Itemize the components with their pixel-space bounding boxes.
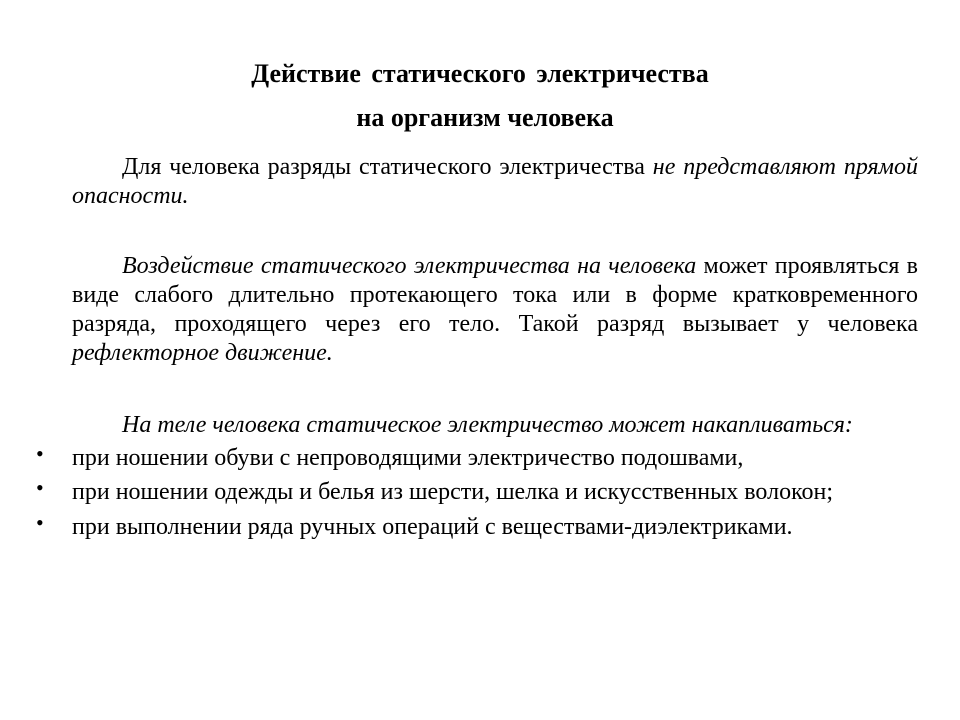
bullet-item-manual-operations [36,510,918,542]
paragraph-1-emphasis: не представляют прямой опасности. [72,154,918,209]
paragraph-1 [72,153,918,211]
bullet-icon: • [36,441,44,466]
paragraph-2-text: может проявляться в виде слабого длительно протекающего тока или в форме кратковременного разряда, проходящего через его тело. Такой разряд вызывает у человека [72,253,918,337]
slide-title [150,52,810,140]
bullet-item-shoes [36,441,918,473]
bullet-icon: • [36,475,44,500]
paragraph-2-emphasis-lead: Воздействие статического электричества на человека [122,253,697,279]
slide-title-line-1: Действие статического электричества [251,59,709,88]
slide-body [36,153,918,548]
paragraph-2 [72,252,918,368]
bullet-item-clothing [36,475,918,507]
paragraph-1-text: Для человека разряды статического электричества [122,154,653,180]
bullet-icon: • [36,510,44,535]
bullet-item-text: при ношении одежды и белья из шерсти, шелка и искусственных волокон; [72,479,834,505]
slide-title-line-2: на организм человека [356,103,614,132]
bullet-item-text: при ношении обуви с непроводящими электричество подошвами, [72,445,744,471]
bullet-item-text: при выполнении ряда ручных операций с веществами-диэлектриками. [72,514,793,540]
paragraph-2-emphasis-end: рефлекторное движение. [72,340,333,366]
paragraph-3 [72,411,918,440]
paragraph-3-emphasis: На теле человека статическое электричество может накапливаться: [122,412,853,438]
bullet-list [36,441,918,542]
